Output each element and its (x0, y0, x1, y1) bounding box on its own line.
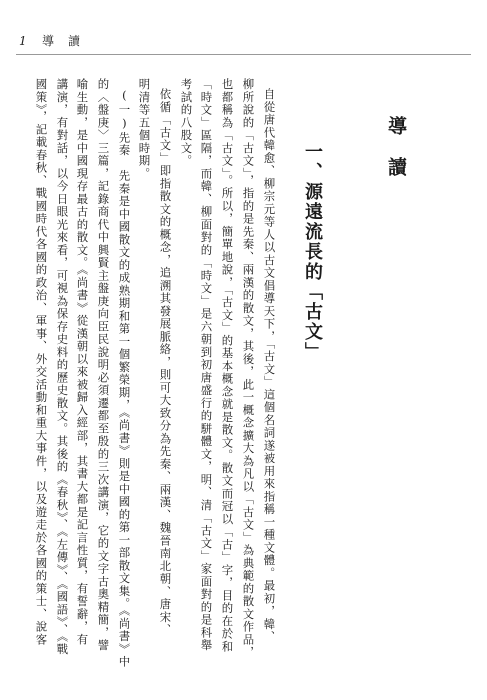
text-column: 考試的八股文。 (179, 78, 194, 168)
text-column: 講演，有對話，以今日眼光來看，可視為保存史料的歷史散文。其後的《春秋》、《左傳》、《國語》、《戰 (55, 78, 70, 656)
text-column: 喻生動，是中國現存最古的散文。《尚書》從漢朝以來被歸入經部，其書大都是記言性質，有誓辭，有 (75, 78, 90, 647)
chapter-title: 導讀 (385, 116, 407, 198)
page-number: 1 (19, 34, 27, 48)
text-column: 柳所說的「古文」，指的是先秦、兩漢的散文，其後，此一概念擴大為凡以「古文」為典範的散文作品， (241, 78, 256, 659)
text-column: 「時文」區隔，而韓、柳面對的「時文」是六朝到初唐盛行的駢體文，明、清「古文」家面對的是科舉 (199, 78, 214, 652)
text-column: 依循「古文」即指散文的概念，追溯其發展脈絡，則可大致分為先秦、兩漢、魏晉南北朝、唐宋、 (158, 88, 173, 637)
text-column: 的〈盤庚〉三篇，記錄商代中興賢主盤庚向臣民說明必須遷都至殷的三次講演，它的文字古奧精簡，譬 (96, 78, 111, 652)
text-column: 國策》，記載春秋、戰國時代各國的政治、軍事、外交活動和重大事件，以及遊走於各國的策士、說客 (34, 78, 49, 647)
text-column: (一)先秦 先秦是中國散文的成熟期和第一個繁榮期，《尚書》則是中國的第一部散文集。《尚書》中 (117, 88, 132, 669)
section-title: 一、源遠流長的「古文」 (302, 142, 323, 362)
header-rule (16, 54, 471, 55)
running-title: 導讀 (42, 34, 95, 48)
text-column: 自從唐代韓愈、柳宗元等人以古文倡導天下，「古文」這個名詞遂被用來指稱一種文體。最初，韓、 (262, 88, 277, 644)
text-column: 也都稱為「古文」。所以，簡單地說，「古文」的基本概念就是散文。散文而冠以「古」字，目的在於和 (220, 78, 235, 654)
text-column: 明清等五個時期。 (137, 78, 152, 180)
